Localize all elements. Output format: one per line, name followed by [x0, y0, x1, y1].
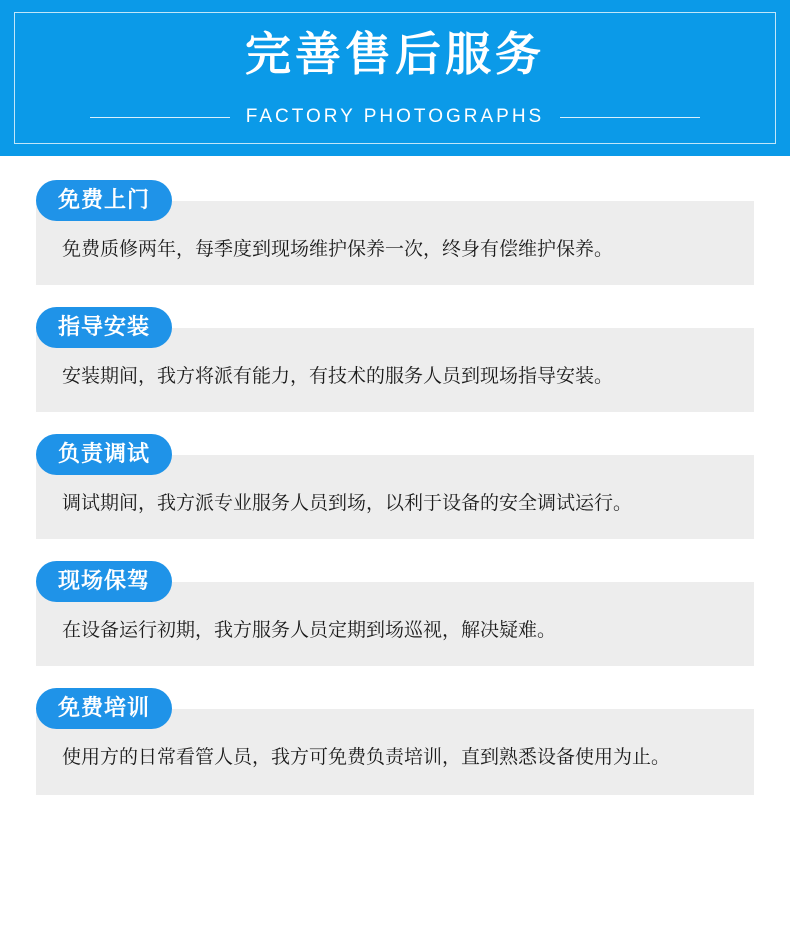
service-tag: 负责调试 [36, 434, 172, 475]
service-item [36, 180, 754, 285]
service-tag: 指导安装 [36, 307, 172, 348]
service-item [36, 561, 754, 666]
service-item [36, 434, 754, 539]
services-list [0, 156, 790, 795]
service-item [36, 307, 754, 412]
service-description: 免费质修两年，每季度到现场维护保养一次，终身有偿维护保养。 [36, 201, 754, 285]
service-tag: 现场保驾 [36, 561, 172, 602]
service-item [36, 688, 754, 795]
subtitle-rule-left [90, 117, 230, 118]
subtitle-rule-right [560, 117, 700, 118]
header-subtitle-row [0, 102, 790, 132]
header-banner [0, 0, 790, 156]
service-description: 在设备运行初期，我方服务人员定期到场巡视，解决疑难。 [36, 582, 754, 666]
service-tag: 免费上门 [36, 180, 172, 221]
page-subtitle: FACTORY PHOTOGRAPHS [245, 106, 545, 127]
page-title: 完善售后服务 [245, 28, 545, 80]
service-description: 安装期间，我方将派有能力，有技术的服务人员到现场指导安装。 [36, 328, 754, 412]
service-description: 调试期间，我方派专业服务人员到场，以利于设备的安全调试运行。 [36, 455, 754, 539]
service-tag: 免费培训 [36, 688, 172, 729]
service-description: 使用方的日常看管人员，我方可免费负责培训，直到熟悉设备使用为止。 [36, 709, 754, 795]
